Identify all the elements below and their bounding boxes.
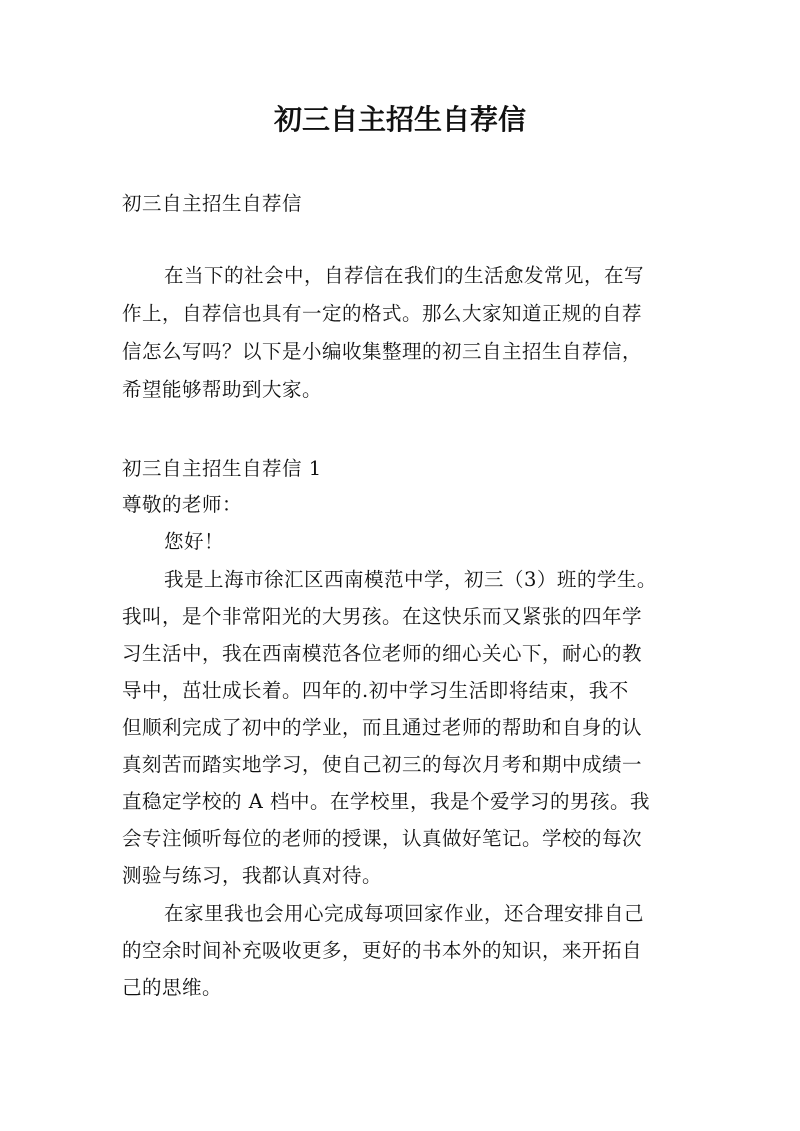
paragraph-line: 直稳定学校的 A 档中。在学校里，我是个爱学习的男孩。我 [122,790,650,813]
intro-line: 作上，自荐信也具有一定的格式。那么大家知道正规的自荐 [122,302,643,325]
paragraph-line: 习生活中，我在西南模范各位老师的细心关心下，耐心的教 [122,642,643,665]
letter-heading: 初三自主招生自荐信 1 [122,457,322,480]
greeting: 您好！ [164,530,225,553]
document-subtitle: 初三自主招生自荐信 [122,192,303,215]
paragraph-line: 我叫，是个非常阳光的大男孩。在这快乐而又紧张的四年学 [122,605,643,628]
intro-line: 在当下的社会中，自荐信在我们的生活愈发常见，在写 [164,264,645,287]
paragraph-line: 但顺利完成了初中的学业，而且通过老师的帮助和自身的认 [122,716,643,739]
intro-line: 信怎么写吗？以下是小编收集整理的初三自主招生自荐信， [122,340,643,363]
paragraph-line: 在家里我也会用心完成每项回家作业，还合理安排自己 [164,902,645,925]
paragraph-line: 己的思维。 [122,976,223,999]
paragraph-line: 真刻苦而踏实地学习，使自己初三的每次月考和期中成绩一 [122,753,643,776]
paragraph-line: 会专注倾听每位的老师的授课，认真做好笔记。学校的每次 [122,827,643,850]
paragraph-line: 测验与练习，我都认真对待。 [122,864,383,887]
document-title: 初三自主招生自荐信 [273,103,526,136]
intro-line: 希望能够帮助到大家。 [122,378,323,401]
paragraph-line: 的空余时间补充吸收更多，更好的书本外的知识，来开拓自 [122,939,643,962]
paragraph-line: 导中，茁壮成长着。四年的.初中学习生活即将结束，我不 [122,679,629,702]
paragraph-line: 我是上海市徐汇区西南模范中学，初三（3）班的学生。 [164,568,657,591]
salutation: 尊敬的老师： [122,493,243,516]
